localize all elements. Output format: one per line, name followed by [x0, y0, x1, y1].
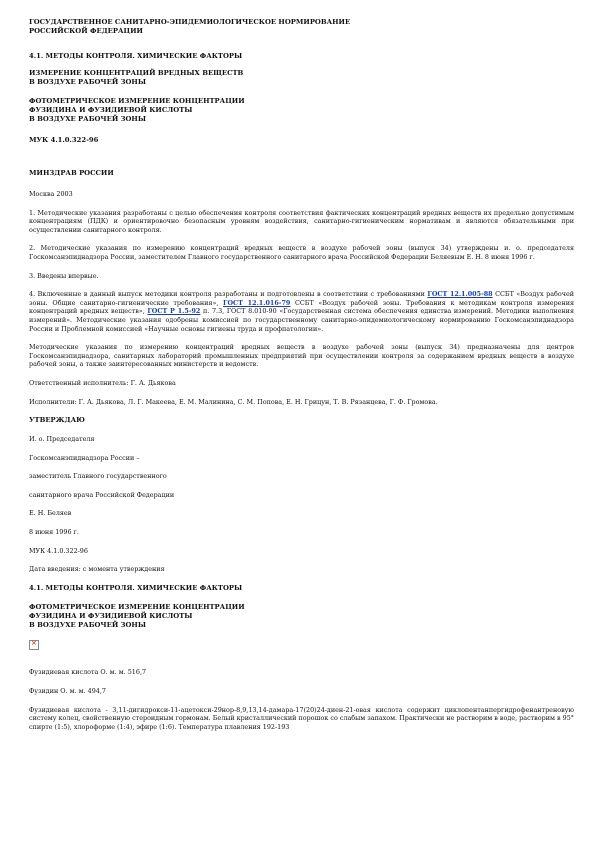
broken-image-icon: × — [29, 640, 39, 650]
ministry: МИНЗДРАВ РОССИИ — [29, 169, 114, 177]
gost-12-1-005-88-link[interactable]: ГОСТ 12.1.005-88 — [427, 290, 493, 299]
org-line-2: РОССИЙСКОЙ ФЕДЕРАЦИИ — [29, 27, 143, 35]
effective-date: Дата введения: с момента утверждения — [29, 565, 165, 574]
paragraph-4 — [29, 290, 574, 333]
doc-title-repeat-line-3: В ВОЗДУХЕ РАБОЧЕЙ ЗОНЫ — [29, 620, 147, 629]
paragraph-1: 1. Методические указания разработаны с целью обеспечения контроля соответствия фактических концентраций вредных веществ их предельно допустимым концентрациям (ПДК) и ориентировочно безопасным уровням воздействия, санитарно-гигиеническим нормативам и являются обязательными при осуществлении санитарного контроля. — [29, 208, 574, 234]
document-page — [29, 18, 574, 731]
formula-image-placeholder — [29, 640, 574, 653]
approver-name: Е. Н. Беляев — [29, 509, 72, 518]
approver-role-1: И. о. Председателя — [29, 435, 95, 444]
paragraph-4-text: п. 7.3, ГОСТ 8.010-90 «Государственная система обеспечения единства измерений. Методики выполнения измерений». Методические указания одобрены комиссией по государственному санитарно-эпидемиологическому нормированию Госкомсанэпиднадзора России и Проблемной комиссией «Научные основы гигиены труда и профпатологии». — [29, 307, 574, 333]
paragraph-3: 3. Введены впервые. — [29, 271, 99, 280]
section-heading-repeat: 4.1. МЕТОДЫ КОНТРОЛЯ. ХИМИЧЕСКИЕ ФАКТОРЫ — [29, 583, 243, 592]
approver-role-3: заместитель Главного государственного — [29, 472, 167, 481]
approved-label: УТВЕРЖДАЮ — [29, 416, 85, 425]
gost-r-1-5-92-link[interactable]: ГОСТ Р 1.5-92 — [147, 307, 201, 316]
org-line-1: ГОСУДАРСТВЕННОЕ САНИТАРНО-ЭПИДЕМИОЛОГИЧЕСКОЕ НОРМИРОВАНИЕ — [29, 18, 351, 26]
fusidic-acid-mass: Фузидиевая кислота О. м. м. 516,7 — [29, 668, 147, 677]
paragraph-5: Методические указания по измерению концентраций вредных веществ в воздухе рабочей зоны (выпуск 34) предназначены для центров Госкомсанэпиднадзора, санитарных лабораторий промышленных предприятий при осуществлении контроля за содержанием вредных веществ в воздухе рабочей зоны, а также заинтересованных министерств и ведомств. — [29, 343, 574, 369]
doc-title-line-1: ФОТОМЕТРИЧЕСКОЕ ИЗМЕРЕНИЕ КОНЦЕНТРАЦИИ — [29, 97, 245, 105]
doc-title-repeat-line-2: ФУЗИДИНА И ФУЗИДИЕВОЙ КИСЛОТЫ — [29, 611, 193, 620]
doc-title-repeat-line-1: ФОТОМЕТРИЧЕСКОЕ ИЗМЕРЕНИЕ КОНЦЕНТРАЦИИ — [29, 602, 245, 611]
paragraph-4-text: ССБТ «Воздух рабочей зоны. Требования к методикам контроля измерения концентраций вредных веществ», — [29, 298, 574, 316]
doc-code: МУК 4.1.0.322-96 — [29, 136, 99, 144]
substance-description: Фузидиевая кислота - 3,11-дигидрокси-11-ацетокси-29нор-8,9,13,14-дамара-17(20)24-диен-21-овая кислота содержит циклопентанпергидрофенантреновую систему колец, свойственную стероидным гормонам. Белый кристаллический порошок со слабым запахом. Практически не растворим в воде, растворим в 95° спирте (1:5), хлороформе (1:4), эфире (1:6). Температура плавления 192-193 — [29, 705, 574, 731]
executors-list: Исполнители: Г. А. Дьякова, Л. Г. Макеева, Е. М. Малинина, С. М. Попова, Е. Н. Грицун, Т. В. Рязанцева, Г. Ф. Громова. — [29, 397, 438, 406]
paragraph-2: 2. Методические указания по измерению концентраций вредных веществ в воздухе рабочей зоны (выпуск 34) утверждены и. о. председателя Госкомсанэпиднадзора России, заместителем Главного государственного санитарного врача Российской Федерации Беляевым Е. Н. 8 июня 1996 г. — [29, 244, 574, 261]
series-title-line-1: ИЗМЕРЕНИЕ КОНЦЕНТРАЦИЙ ВРЕДНЫХ ВЕЩЕСТВ — [29, 69, 244, 77]
doc-title-line-2: ФУЗИДИНА И ФУЗИДИЕВОЙ КИСЛОТЫ — [29, 106, 193, 114]
doc-title-line-3: В ВОЗДУХЕ РАБОЧЕЙ ЗОНЫ — [29, 115, 147, 123]
city-year: Москва 2003 — [29, 190, 73, 198]
section-heading: 4.1. МЕТОДЫ КОНТРОЛЯ. ХИМИЧЕСКИЕ ФАКТОРЫ — [29, 52, 243, 60]
approval-date: 8 июня 1996 г. — [29, 528, 79, 537]
approver-role-2: Госкомсанэпиднадзора России – — [29, 453, 140, 462]
gost-12-1-016-79-link[interactable]: ГОСТ 12.1.016-79 — [223, 298, 291, 307]
paragraph-4-text: 4. Включенные в данный выпуск методики контроля разработаны и подготовлены в соответствии с требованиями — [29, 290, 428, 299]
paragraph-4-text: ССБТ «Воздух рабочей зоны. Общие санитарно-гигиенические требования», — [29, 290, 574, 307]
approval-code: МУК 4.1.0.322-96 — [29, 546, 88, 555]
fusidin-mass: Фузидин О. м. м. 494,7 — [29, 687, 106, 696]
responsible-executor: Ответственный исполнитель: Г. А. Дьякова — [29, 378, 176, 387]
approver-role-4: санитарного врача Российской Федерации — [29, 490, 175, 499]
series-title-line-2: В ВОЗДУХЕ РАБОЧЕЙ ЗОНЫ — [29, 78, 147, 86]
